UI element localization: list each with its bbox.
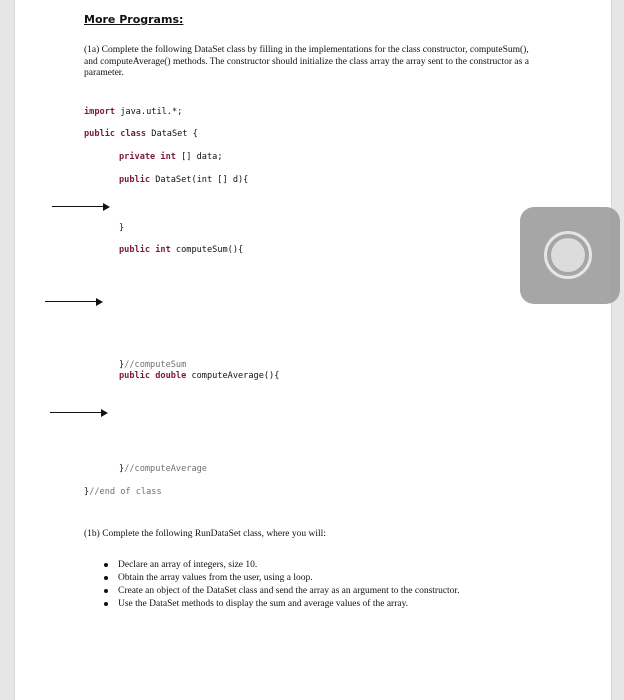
code-computesum-end: }//computeSum (119, 360, 187, 370)
bullet-icon (104, 563, 108, 567)
requirements-list (104, 559, 459, 611)
arrow-icon (45, 297, 103, 307)
code-constructor-close: } (119, 223, 125, 233)
code-class-declaration: public class DataSet { (84, 129, 198, 139)
section-heading: More Programs: (84, 13, 184, 26)
assistive-touch-button[interactable] (520, 207, 620, 304)
code-computeaverage-end: }//computeAverage (119, 464, 207, 474)
part-a-instructions: (1a) Complete the following DataSet class by filling in the implementations for the class constructor, computeSum(), and computeAverage() methods. The constructor should initialize the class array the array sent to the constructor as a parameter. (84, 45, 529, 78)
arrow-icon (52, 202, 110, 212)
bullet-icon (104, 589, 108, 593)
list-item: Use the DataSet methods to display the sum and average values of the array. (104, 598, 459, 611)
arrow-icon (50, 408, 108, 418)
circle-icon (551, 238, 585, 272)
code-import-line: import java.util.*; (84, 107, 183, 117)
list-item: Create an object of the DataSet class and send the array as an argument to the constructor. (104, 585, 459, 598)
part-b-instructions: (1b) Complete the following RunDataSet class, where you will: (84, 529, 326, 539)
bullet-icon (104, 602, 108, 606)
code-field-declaration: private int [] data; (119, 152, 223, 162)
code-constructor-signature: public DataSet(int [] d){ (119, 175, 249, 185)
code-class-end: }//end of class (84, 487, 162, 497)
bullet-icon (104, 576, 108, 580)
code-computesum-signature: public int computeSum(){ (119, 245, 244, 255)
code-computeaverage-signature: public double computeAverage(){ (119, 371, 280, 381)
list-item: Obtain the array values from the user, using a loop. (104, 572, 459, 585)
list-item: Declare an array of integers, size 10. (104, 559, 459, 572)
